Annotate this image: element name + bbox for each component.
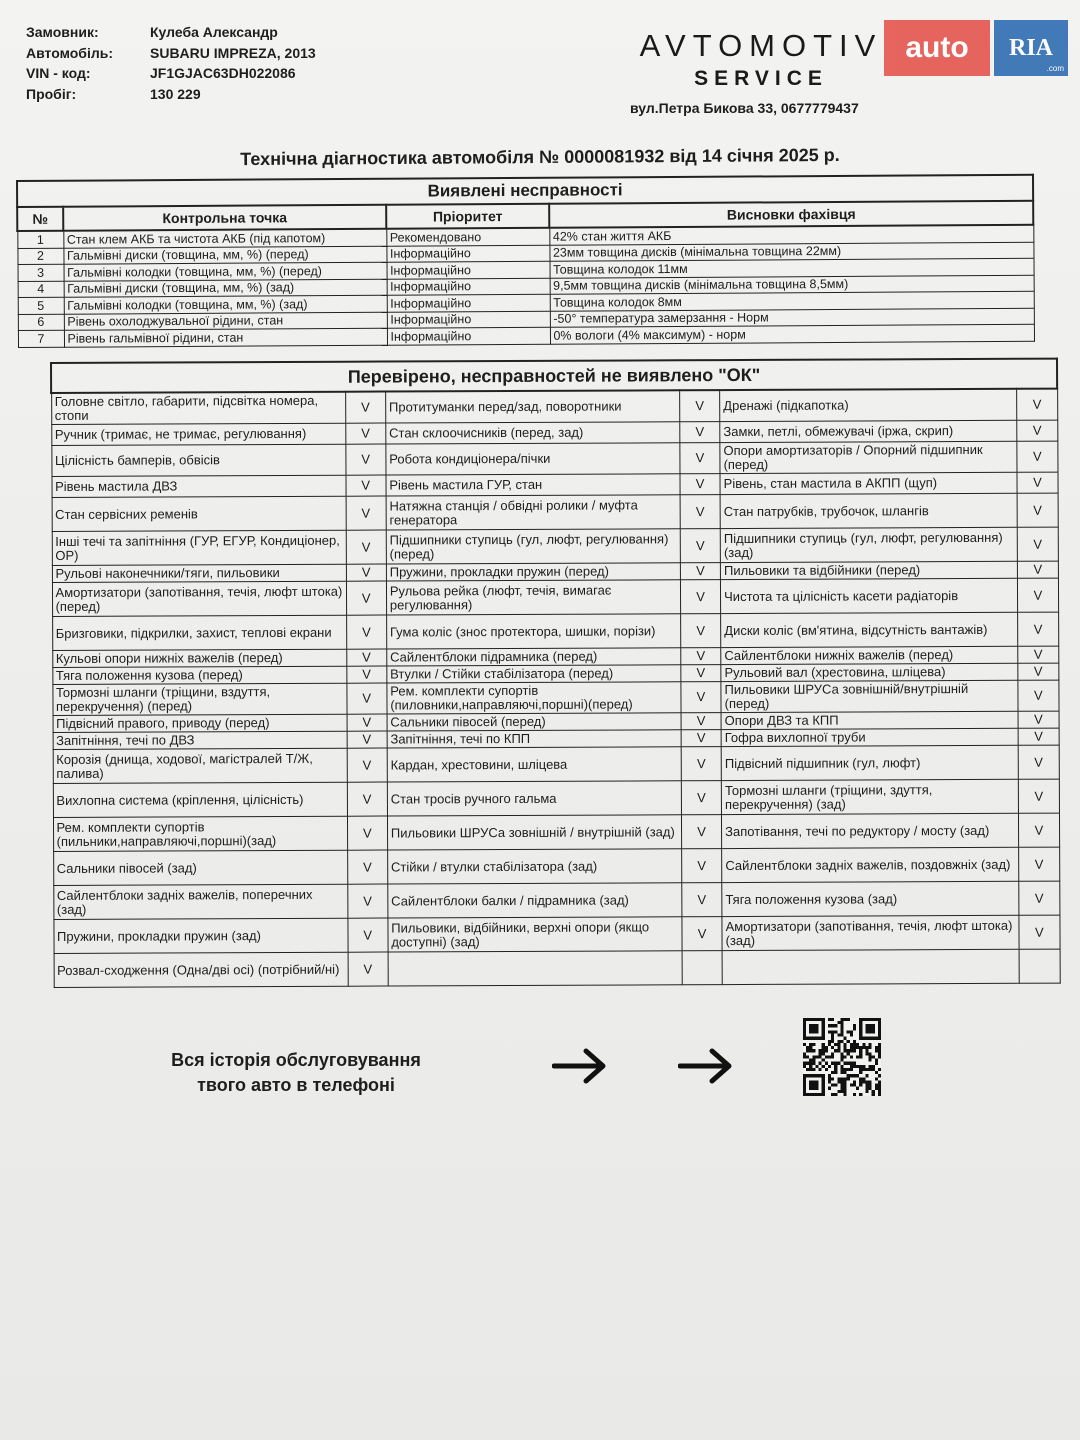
- fault-checkpoint: Рівень гальмівної рідини, стан: [64, 328, 387, 346]
- check-mark: V: [681, 730, 721, 747]
- check-item: Запотівання, течі по редуктору / мосту (зад): [722, 813, 1019, 848]
- info-row: [26, 22, 316, 43]
- check-item: Дренажі (підкапотка): [720, 389, 1017, 422]
- check-item: Гума коліс (знос протектора, шишки, порізи): [386, 614, 680, 649]
- checked-row: [53, 847, 1059, 885]
- fault-checkpoint: Гальмівні колодки (товщина, мм, %) (перед): [64, 262, 387, 280]
- fault-checkpoint: Гальмівні диски (товщина, мм, %) (перед): [63, 246, 386, 264]
- col-header-num: №: [17, 207, 63, 231]
- check-item: Рульові наконечники/тяги, пильовики: [52, 564, 346, 582]
- check-mark: V: [680, 474, 720, 495]
- check-mark: V: [680, 563, 720, 580]
- checked-row: [53, 779, 1059, 817]
- check-mark: V: [1019, 779, 1059, 813]
- check-mark: V: [347, 884, 387, 918]
- check-item: Робота кондиціонера/пічки: [386, 443, 680, 475]
- check-item: Підшипники ступиць (гул, люфт, регулювання) (зад): [720, 527, 1017, 562]
- checked-body: [51, 389, 1060, 988]
- customer-info: [26, 22, 316, 104]
- check-mark: V: [1018, 612, 1058, 646]
- checked-row: [52, 680, 1058, 715]
- check-item: Запітніння, течі по ДВЗ: [53, 731, 347, 749]
- check-mark: V: [1018, 711, 1058, 728]
- info-value: 130 229: [150, 85, 201, 102]
- footer-promo: [150, 1048, 442, 1098]
- fault-number: 4: [18, 281, 64, 298]
- check-mark: V: [1018, 646, 1058, 663]
- fault-checkpoint: Гальмівні диски (товщина, мм, %) (зад): [64, 279, 387, 297]
- check-item: Пружини, прокладки пружин (перед): [386, 563, 680, 581]
- check-mark: V: [1018, 578, 1058, 612]
- check-mark: V: [347, 748, 387, 782]
- check-item: Запітніння, течі по КПП: [387, 730, 681, 748]
- check-item: Сайлентблоки балки / підрамника (зад): [388, 883, 682, 918]
- check-mark: V: [347, 714, 387, 731]
- check-mark: V: [682, 849, 722, 883]
- footer-line1: Вся історія обслуговування: [171, 1050, 421, 1070]
- info-label: Замовник:: [26, 24, 99, 40]
- check-item: Рівень мастила ДВЗ: [51, 475, 345, 497]
- arrow-right-icon: [552, 1046, 608, 1086]
- fault-checkpoint: Стан клем АКБ та чистота АКБ (під капотом): [63, 229, 386, 248]
- check-mark: V: [1017, 389, 1057, 421]
- check-mark: V: [681, 682, 721, 713]
- info-row: [26, 63, 316, 84]
- check-item: Сальники півосей (зад): [53, 850, 347, 885]
- check-mark: V: [1018, 663, 1058, 680]
- check-mark: V: [682, 883, 722, 917]
- check-mark: V: [346, 666, 386, 683]
- check-mark: V: [347, 850, 387, 884]
- check-item: Інші течі та запітніння (ГУР, ЕГУР, Кондиціонер, ОР): [52, 530, 346, 565]
- check-item: Бризговики, підкрилки, захист, теплові екрани: [52, 615, 346, 650]
- check-item: Амортизатори (запотівання, течія, люфт штока) (зад): [722, 915, 1019, 950]
- fault-priority: Інформаційно: [387, 261, 550, 278]
- check-mark: V: [346, 530, 386, 564]
- fault-number: 2: [17, 248, 63, 265]
- check-item: Кардан, хрестовини, шліцева: [387, 747, 681, 782]
- check-mark: V: [1019, 915, 1059, 949]
- fault-priority: Інформаційно: [387, 327, 550, 344]
- check-item: Цілісність бамперів, обвісів: [51, 444, 345, 476]
- check-mark: V: [1018, 728, 1058, 745]
- check-item: Стан тросів ручного гальма: [387, 781, 681, 816]
- check-mark: [1019, 949, 1059, 983]
- check-mark: [682, 951, 722, 985]
- check-item: Вихлопна система (кріплення, цілісність): [53, 782, 347, 817]
- info-row: [26, 84, 316, 105]
- watermark-ria-text: RIA: [1008, 34, 1053, 61]
- check-mark: V: [681, 648, 721, 665]
- check-item: Рульовий вал (хрестовина, шліцева): [721, 663, 1018, 681]
- check-item: [388, 951, 682, 986]
- fault-conclusion: Товщина колодок 11мм: [550, 258, 1034, 277]
- check-item: Сальники півосей (перед): [387, 713, 681, 731]
- check-mark: V: [681, 747, 721, 781]
- footer-line2: твого авто в телефоні: [197, 1075, 395, 1095]
- check-item: Гофра вихлопної труби: [721, 728, 1018, 746]
- check-mark: V: [1019, 881, 1059, 915]
- check-item: Стійки / втулки стабілізатора (зад): [387, 849, 681, 884]
- fault-conclusion: Товщина колодок 8мм: [550, 291, 1034, 310]
- check-mark: V: [1018, 561, 1058, 578]
- check-mark: V: [1018, 745, 1058, 779]
- fault-number: 6: [18, 314, 64, 331]
- checked-row: [52, 578, 1058, 616]
- check-mark: V: [346, 475, 386, 496]
- info-value: SUBARU IMPREZA, 2013: [150, 44, 316, 61]
- check-item: Рем. комплекти супортів (пильники,направляючі,поршні)(зад): [53, 816, 347, 851]
- check-item: Підшипники ступиць (гул, люфт, регулювання) (перед): [386, 529, 680, 564]
- check-item: Пильовики ШРУСа зовнішній/внутрішній (перед): [721, 680, 1018, 712]
- check-item: Сайлентблоки нижніх важелів (перед): [721, 646, 1018, 664]
- fault-conclusion: 0% вологи (4% максимум) - норм: [550, 324, 1034, 343]
- checked-table: [50, 358, 1061, 988]
- checked-row: [51, 441, 1057, 476]
- fault-priority: Інформаційно: [387, 311, 550, 328]
- check-mark: V: [1019, 813, 1059, 847]
- fault-checkpoint: Гальмівні колодки (товщина, мм, %) (зад): [64, 295, 387, 313]
- check-item: Сайлентблоки задніх важелів, поперечних (зад): [53, 884, 347, 919]
- info-row: [26, 43, 316, 64]
- faults-caption: Виявлені несправності: [17, 175, 1033, 207]
- check-item: Підвісний підшипник (гул, люфт): [721, 745, 1018, 780]
- check-mark: V: [680, 529, 720, 563]
- check-mark: V: [346, 444, 386, 475]
- check-item: Втулки / Стійки стабілізатора (перед): [387, 665, 681, 683]
- check-item: Стан сервісних ременів: [52, 496, 346, 531]
- fault-conclusion: -50° температура замерзання - Норм: [550, 308, 1034, 327]
- check-item: Рівень мастила ГУР, стан: [386, 474, 680, 496]
- check-item: [722, 949, 1019, 984]
- info-label: Автомобіль:: [26, 44, 113, 61]
- check-mark: V: [680, 495, 720, 529]
- check-mark: V: [1019, 847, 1059, 881]
- check-mark: V: [1017, 441, 1057, 472]
- checked-caption: Перевірено, несправностей не виявлено "ОК": [51, 359, 1057, 393]
- fault-conclusion: 9,5мм товщина дисків (мінімальна товщина 8,5мм): [550, 275, 1034, 294]
- check-mark: V: [1018, 680, 1058, 711]
- service-logo: [636, 28, 886, 92]
- check-mark: V: [346, 581, 386, 615]
- check-mark: V: [346, 496, 386, 530]
- col-header-conclusion: Висновки фахівця: [549, 201, 1033, 228]
- check-mark: V: [680, 443, 720, 474]
- check-item: Сайлентблоки підрамника (перед): [387, 648, 681, 666]
- check-item: Пружини, прокладки пружин (зад): [53, 918, 347, 953]
- fault-number: 1: [17, 231, 63, 248]
- check-item: Рульова рейка (люфт, течія, вимагає регулювання): [386, 580, 680, 615]
- fault-priority: Інформаційно: [387, 278, 550, 295]
- check-item: Пильовики, відбійники, верхні опори (якщо доступні) (зад): [388, 917, 682, 952]
- check-item: Рем. комплекти супортів (пиловники,направляючі,поршні)(перед): [387, 682, 681, 714]
- check-mark: V: [347, 782, 387, 816]
- check-item: Протитуманки перед/зад, поворотники: [385, 390, 679, 423]
- check-mark: V: [681, 713, 721, 730]
- info-value: Кулеба Александр: [150, 24, 278, 40]
- watermark-ria: [994, 20, 1068, 76]
- check-item: Диски коліс (вм'ятина, відсутність вантажів): [721, 612, 1018, 647]
- check-mark: V: [681, 665, 721, 682]
- col-header-priority: Пріоритет: [386, 204, 549, 229]
- fault-number: 5: [18, 297, 64, 314]
- check-mark: V: [680, 390, 720, 422]
- fault-number: 3: [18, 264, 64, 281]
- check-item: Опори амортизаторів / Опорний підшипник (перед): [720, 441, 1017, 473]
- check-mark: V: [346, 615, 386, 649]
- checked-row: [52, 527, 1058, 565]
- check-mark: V: [346, 564, 386, 581]
- checked-row: [54, 949, 1060, 987]
- info-label: Пробіг:: [26, 85, 77, 102]
- fault-number: 7: [18, 330, 64, 347]
- fault-priority: Рекомендовано: [386, 228, 549, 246]
- fault-conclusion: 42% стан життя АКБ: [549, 225, 1033, 245]
- check-mark: V: [348, 952, 388, 986]
- check-mark: V: [348, 918, 388, 952]
- service-address: вул.Петра Бикова 33, 0677779437: [630, 100, 859, 116]
- checked-row: [52, 493, 1058, 531]
- check-mark: V: [1017, 493, 1057, 527]
- check-item: Тормозні шланги (тріщини, вздуття, перекручення) (перед): [52, 683, 346, 715]
- fault-checkpoint: Рівень охолоджувальної рідини, стан: [64, 312, 387, 330]
- check-item: Сайлентблоки задніх важелів, поздовжніх (зад): [722, 847, 1019, 882]
- checked-row: [53, 813, 1059, 851]
- check-item: Пильовики та відбійники (перед): [720, 561, 1017, 579]
- check-mark: V: [345, 423, 385, 444]
- check-item: Стан склоочисників (перед, зад): [386, 422, 680, 444]
- check-mark: V: [681, 815, 721, 849]
- checked-row: [53, 915, 1059, 953]
- check-item: Кульові опори нижніх важелів (перед): [52, 649, 346, 667]
- info-label: VIN - код:: [26, 65, 91, 81]
- col-header-checkpoint: Контрольна точка: [63, 205, 386, 231]
- info-value: JF1GJAC63DH022086: [150, 65, 296, 81]
- faults-table: [16, 174, 1035, 348]
- check-item: Натяжна станція / обвідні ролики / муфта генератора: [386, 495, 680, 530]
- watermark-auto: auto: [884, 20, 990, 76]
- check-item: Пильовики ШРУСа зовнішній / внутрішній (зад): [387, 815, 681, 850]
- check-item: Підвісний правого, приводу (перед): [53, 714, 347, 732]
- fault-priority: Інформаційно: [386, 245, 549, 262]
- checked-row: [52, 612, 1058, 650]
- arrow-right-icon: [678, 1046, 734, 1086]
- check-item: Замки, петлі, обмежувачі (іржа, скрип): [720, 420, 1017, 442]
- checked-row: [53, 881, 1059, 919]
- document-title: Технічна діагностика автомобіля № 0000081932 від 14 січня 2025 р.: [240, 144, 840, 170]
- checked-row: [53, 745, 1059, 783]
- check-mark: V: [681, 614, 721, 648]
- check-mark: V: [680, 580, 720, 614]
- check-mark: V: [345, 392, 385, 424]
- check-item: Чистота та цілісність касети радіаторів: [721, 578, 1018, 613]
- check-mark: V: [682, 917, 722, 951]
- logo-line1: AVTOMOTIV: [639, 28, 883, 63]
- check-item: Рівень, стан мастила в АКПП (щуп): [720, 472, 1017, 494]
- check-item: Опори ДВЗ та КПП: [721, 711, 1018, 729]
- check-mark: V: [681, 781, 721, 815]
- check-mark: V: [347, 731, 387, 748]
- fault-priority: Інформаційно: [387, 294, 550, 311]
- check-mark: V: [680, 422, 720, 443]
- check-mark: V: [347, 816, 387, 850]
- check-mark: V: [1017, 420, 1057, 441]
- check-item: Головне світло, габарити, підсвітка номера, стопи: [51, 392, 345, 425]
- check-item: Корозія (днища, ходової, магістралей Т/Ж, палива): [53, 748, 347, 783]
- faults-body: [17, 225, 1034, 347]
- check-item: Амортизатори (запотівання, течія, люфт штока) (перед): [52, 581, 346, 616]
- check-item: Розвал-сходження (Одна/дві осі) (потрібний/ні): [54, 952, 348, 987]
- fault-conclusion: 23мм товщина дисків (мінімальна товщина 22мм): [549, 242, 1033, 261]
- check-item: Тяга положення кузова (перед): [52, 666, 346, 684]
- check-mark: V: [347, 683, 387, 714]
- check-item: Тормозні шланги (тріщини, здуття, перекручення) (зад): [721, 779, 1018, 814]
- check-item: Стан патрубків, трубочок, шлангів: [720, 493, 1017, 528]
- check-mark: V: [346, 649, 386, 666]
- logo-line2: SERVICE: [694, 67, 828, 90]
- check-mark: V: [1017, 472, 1057, 493]
- check-item: Тяга положення кузова (зад): [722, 881, 1019, 916]
- check-item: Ручник (тримає, не тримає, регулювання): [51, 423, 345, 445]
- qr-code-icon[interactable]: [803, 1018, 881, 1096]
- watermark-com: .com: [1046, 64, 1064, 73]
- checked-row: [51, 389, 1057, 425]
- check-mark: V: [1017, 527, 1057, 561]
